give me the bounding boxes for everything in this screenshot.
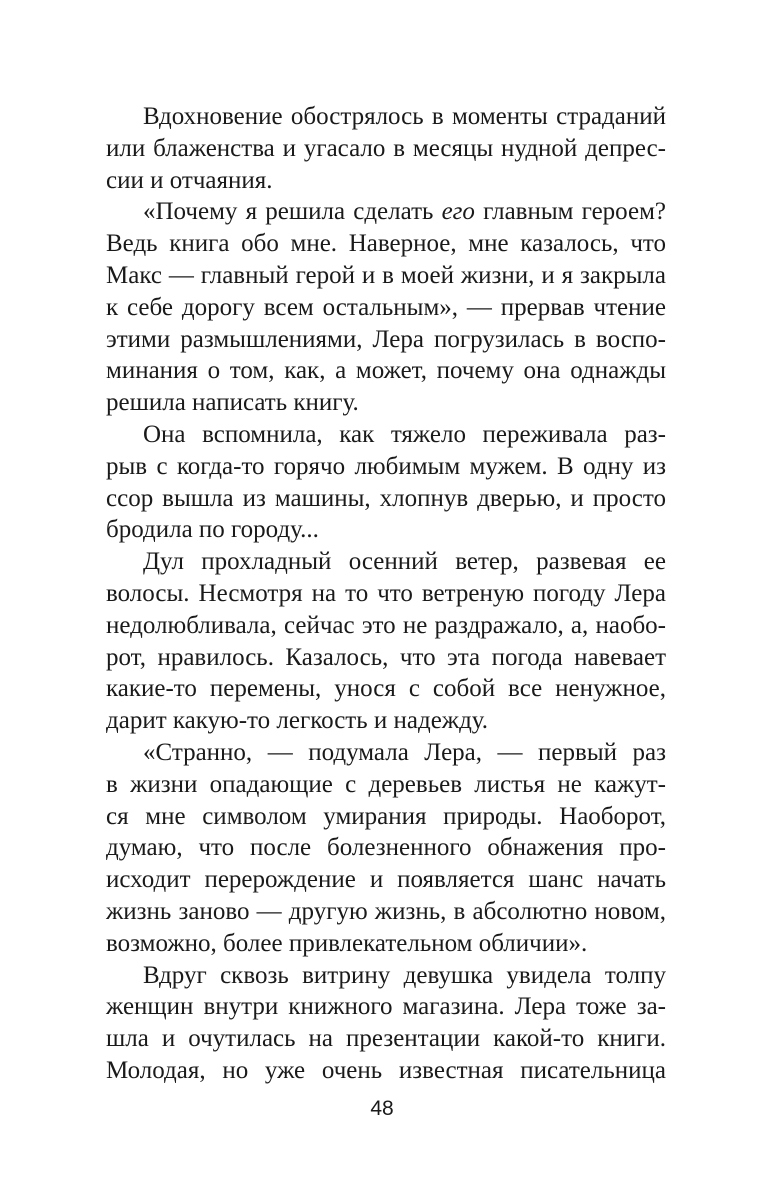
text-line: рыв с когда-то горячо любимым мужем. В одну из <box>106 452 666 480</box>
text-line: ссор вышла из машины, хлопнув дверью, и просто <box>106 484 666 512</box>
text-line: думаю, что после болезненного обнажения про- <box>106 834 666 862</box>
text-line: жизнь заново — другую жизнь, в абсолютно новом, <box>106 897 666 925</box>
text-line: Вдохновение обострялось в моменты страданий <box>143 103 666 130</box>
text-line: в жизни опадающие с деревьев листья не кажут- <box>106 770 666 798</box>
text-line: минания о том, как, а может, почему она однажды <box>106 357 666 385</box>
text-line: какие-то перемены, унося с собой все ненужное, <box>106 675 666 703</box>
text-line: Дул прохладный осенний ветер, развевая ее <box>143 548 666 576</box>
italic-emphasis: его <box>441 198 475 226</box>
page-number: 48 <box>370 1097 394 1120</box>
text-line: возможно, более привлекательном обличии». <box>106 929 588 957</box>
text-line: рот, нравилось. Казалось, что эта погода навевает <box>106 643 666 671</box>
text-line: Ведь книга обо мне. Наверное, мне казалось, что <box>106 230 666 258</box>
text-line: женщин внутри книжного магазина. Лера тоже за- <box>106 993 666 1021</box>
text-line: Макс — главный герой и в моей жизни, и я закрыла <box>106 261 666 289</box>
text-span: главным героем? <box>474 198 666 226</box>
body-text <box>106 101 666 1087</box>
text-line <box>106 196 666 228</box>
text-line: Вдруг сквозь витрину девушка увидела толпу <box>143 961 666 989</box>
text-line: волосы. Несмотря на то что ветреную погоду Лера <box>106 579 666 607</box>
text-line: бродила по городу... <box>106 516 319 544</box>
text-line: ся мне символом умирания природы. Наоборот, <box>106 802 666 830</box>
text-line: этими размышлениями, Лера погрузилась в воспо- <box>106 325 666 353</box>
text-line: решила написать книгу. <box>106 389 359 417</box>
text-line: Молодая, но уже очень известная писательница <box>106 1056 666 1084</box>
text-line: недолюбливала, сейчас это не раздражало, а, наобо- <box>106 611 666 639</box>
text-line: сии и отчаяния. <box>106 166 273 194</box>
text-line: дарит какую-то легкость и надежду. <box>106 707 489 735</box>
text-line: «Странно, — подумала Лера, — первый раз <box>143 738 666 766</box>
text-line: исходит перерождение и появляется шанс начать <box>106 866 666 894</box>
text-line: шла и очутилась на презентации какой-то книги. <box>106 1025 666 1053</box>
text-line: или блаженства и угасало в месяцы нудной депрес- <box>106 134 666 162</box>
text-line: к себе дорогу всем остальным», — прервав чтение <box>106 293 666 321</box>
text-span: «Почему я решила сделать <box>143 198 442 226</box>
text-line: Она вспомнила, как тяжело переживала раз- <box>143 420 666 448</box>
